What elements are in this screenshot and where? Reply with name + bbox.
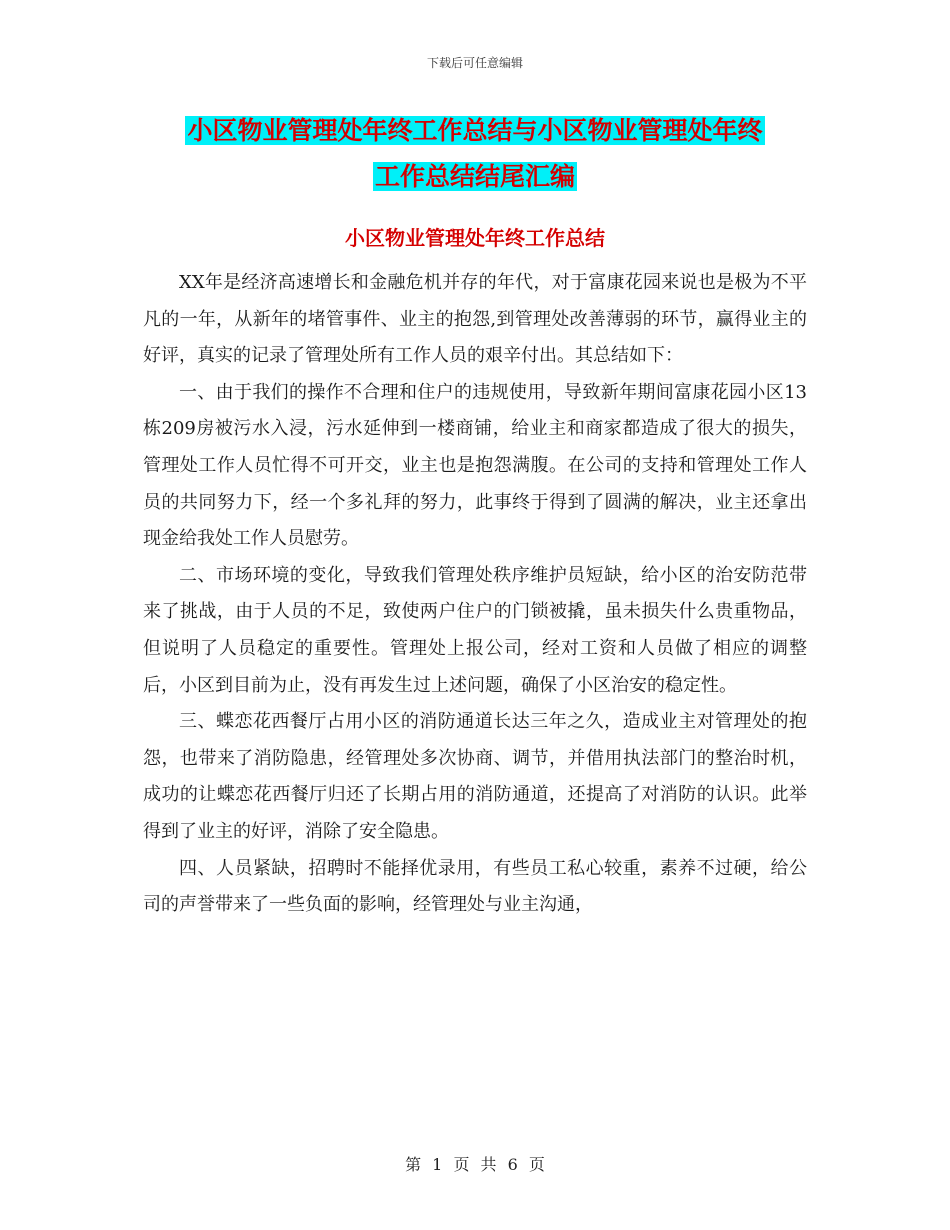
paragraph-3: 三、蝶恋花西餐厅占用小区的消防通道长达三年之久，造成业主对管理处的抱怨，也带来了消防隐患，经管理处多次协商、调节，并借用执法部门的整治时机，成功的让蝶恋花西餐厅归还了长期占用的消防通道，还提高了对消防的认识。此举得到了业主的好评，消除了安全隐患。 bbox=[143, 711, 807, 842]
paragraph-intro: XX年是经济高速增长和金融危机并存的年代，对于富康花园来说也是极为不平凡的一年，从新年的堵管事件、业主的抱怨,到管理处改善薄弱的环节，赢得业主的好评，真实的记录了管理处所有工作人员的艰辛付出。其总结如下： bbox=[143, 272, 807, 367]
document-title bbox=[0, 108, 950, 200]
body-text bbox=[143, 265, 807, 924]
header-note: 下载后可任意编辑 bbox=[426, 56, 523, 70]
title-line-2: 工作总结结尾汇编 bbox=[374, 162, 575, 191]
title-line-1: 小区物业管理处年终工作总结与小区物业管理处年终 bbox=[187, 116, 763, 145]
paragraph-1: 一、由于我们的操作不合理和住户的违规使用，导致新年期间富康花园小区13栋209房被污水入浸，污水延伸到一楼商铺，给业主和商家都造成了很大的损失，管理处工作人员忙得不可开交，业主也是抱怨满腹。在公司的支持和管理处工作人员的共同努力下，经一个多礼拜的努力，此事终于得到了圆满的解决，业主还拿出现金给我处工作人员慰劳。 bbox=[143, 381, 807, 550]
section-title: 小区物业管理处年终工作总结 bbox=[345, 226, 605, 250]
paragraph-2: 二、市场环境的变化，导致我们管理处秩序维护员短缺，给小区的治安防范带来了挑战，由于人员的不足，致使两户住户的门锁被撬，虽未损失什么贵重物品，但说明了人员稳定的重要性。管理处上报公司，经对工资和人员做了相应的调整后，小区到目前为止，没有再发生过上述问题，确保了小区治安的稳定性。 bbox=[143, 564, 807, 696]
page-footer: 第 1 页 共 6 页 bbox=[405, 1155, 545, 1174]
paragraph-4: 四、人员紧缺，招聘时不能择优录用，有些员工私心较重，素养不过硬，给公司的声誉带来了一些负面的影响，经管理处与业主沟通， bbox=[143, 857, 807, 916]
